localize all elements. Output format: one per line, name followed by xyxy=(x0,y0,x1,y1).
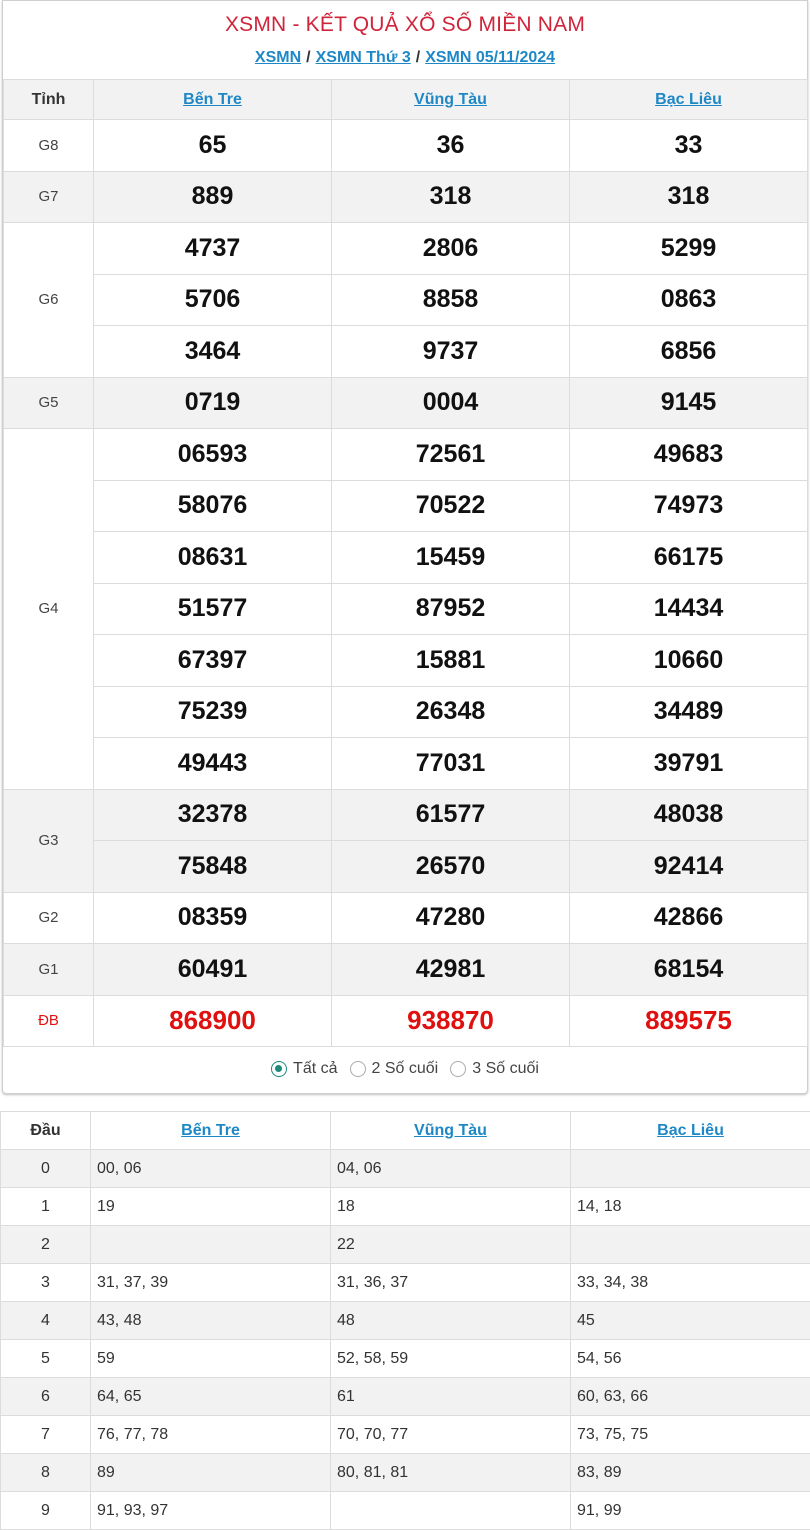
prize-number: 10660 xyxy=(570,635,808,687)
dau-digit: 7 xyxy=(1,1416,91,1454)
prize-row xyxy=(4,326,808,378)
loto-values: 59 xyxy=(91,1340,331,1378)
dau-digit: 5 xyxy=(1,1340,91,1378)
dau-digit: 6 xyxy=(1,1378,91,1416)
loto-values: 54, 56 xyxy=(571,1340,810,1378)
province-column-header: Tỉnh xyxy=(4,80,94,120)
prize-label: G5 xyxy=(4,377,94,429)
loto-row xyxy=(1,1492,810,1530)
loto-values: 64, 65 xyxy=(91,1378,331,1416)
loto-values: 91, 93, 97 xyxy=(91,1492,331,1530)
prize-number: 5706 xyxy=(94,274,332,326)
prize-row xyxy=(4,789,808,841)
loto-row xyxy=(1,1416,810,1454)
loto-values: 22 xyxy=(331,1226,571,1264)
prize-number: 0863 xyxy=(570,274,808,326)
prize-label: G2 xyxy=(4,892,94,944)
province-header-bac-lieu xyxy=(570,80,808,120)
results-panel xyxy=(2,0,808,1094)
prize-number: 68154 xyxy=(570,944,808,996)
prize-number: 938870 xyxy=(332,995,570,1047)
prize-number: 66175 xyxy=(570,532,808,584)
prize-row xyxy=(4,480,808,532)
prize-row xyxy=(4,377,808,429)
dau-column-header: Đầu xyxy=(1,1112,91,1150)
loto-values: 70, 70, 77 xyxy=(331,1416,571,1454)
loto-values: 31, 36, 37 xyxy=(331,1264,571,1302)
prize-number: 9737 xyxy=(332,326,570,378)
prize-number: 868900 xyxy=(94,995,332,1047)
prize-number: 92414 xyxy=(570,841,808,893)
results-header-row xyxy=(4,80,808,120)
loto-values: 43, 48 xyxy=(91,1302,331,1340)
loto-values xyxy=(571,1150,810,1188)
prize-number: 2806 xyxy=(332,223,570,275)
prize-row xyxy=(4,120,808,172)
prize-row xyxy=(4,583,808,635)
prize-number: 48038 xyxy=(570,789,808,841)
prize-number: 60491 xyxy=(94,944,332,996)
dau-digit: 8 xyxy=(1,1454,91,1492)
prize-number: 61577 xyxy=(332,789,570,841)
loto-values: 80, 81, 81 xyxy=(331,1454,571,1492)
results-table xyxy=(3,79,808,1047)
loto-values: 60, 63, 66 xyxy=(571,1378,810,1416)
loto-values: 04, 06 xyxy=(331,1150,571,1188)
prize-number: 32378 xyxy=(94,789,332,841)
prize-number: 26348 xyxy=(332,686,570,738)
prize-row xyxy=(4,429,808,481)
prize-number: 51577 xyxy=(94,583,332,635)
province-link[interactable]: Vũng Tàu xyxy=(414,1121,487,1139)
province-header-vung-tau xyxy=(332,80,570,120)
loto-row xyxy=(1,1226,810,1264)
prize-number: 4737 xyxy=(94,223,332,275)
prize-number: 77031 xyxy=(332,738,570,790)
prize-number: 49443 xyxy=(94,738,332,790)
province-link[interactable]: Bến Tre xyxy=(181,1121,240,1139)
loto-values: 48 xyxy=(331,1302,571,1340)
loto-values: 18 xyxy=(331,1188,571,1226)
dau-digit: 1 xyxy=(1,1188,91,1226)
prize-label: ĐB xyxy=(4,995,94,1047)
prize-number: 74973 xyxy=(570,480,808,532)
prize-row xyxy=(4,686,808,738)
loto-row xyxy=(1,1150,810,1188)
loto-values: 83, 89 xyxy=(571,1454,810,1492)
dau-digit: 4 xyxy=(1,1302,91,1340)
prize-number: 42981 xyxy=(332,944,570,996)
loto-values xyxy=(91,1226,331,1264)
province-link[interactable]: Bến Tre xyxy=(183,90,242,108)
prize-number: 0719 xyxy=(94,377,332,429)
loto-values: 00, 06 xyxy=(91,1150,331,1188)
prize-number: 15881 xyxy=(332,635,570,687)
loto-values: 89 xyxy=(91,1454,331,1492)
breadcrumb-xsmn-thu3[interactable]: XSMN Thứ 3 xyxy=(315,49,411,66)
prize-row xyxy=(4,995,808,1047)
loto-row xyxy=(1,1378,810,1416)
radio-button[interactable] xyxy=(271,1061,287,1077)
prize-number: 14434 xyxy=(570,583,808,635)
prize-number: 72561 xyxy=(332,429,570,481)
breadcrumb-separator: / xyxy=(306,49,311,66)
prize-number: 06593 xyxy=(94,429,332,481)
loto-row xyxy=(1,1454,810,1492)
dau-digit: 9 xyxy=(1,1492,91,1530)
prize-row xyxy=(4,532,808,584)
dau-digit: 3 xyxy=(1,1264,91,1302)
prize-number: 33 xyxy=(570,120,808,172)
prize-number: 58076 xyxy=(94,480,332,532)
province-link[interactable]: Bạc Liêu xyxy=(655,90,722,108)
prize-number: 6856 xyxy=(570,326,808,378)
prize-number: 5299 xyxy=(570,223,808,275)
filter-label: 2 Số cuối xyxy=(371,1060,439,1077)
loto-header-vung-tau xyxy=(331,1112,571,1150)
prize-number: 0004 xyxy=(332,377,570,429)
province-header-ben-tre xyxy=(94,80,332,120)
prize-label: G7 xyxy=(4,171,94,223)
prize-row xyxy=(4,892,808,944)
prize-row xyxy=(4,274,808,326)
loto-head-table xyxy=(0,1111,810,1530)
loto-values xyxy=(571,1226,810,1264)
prize-number: 75848 xyxy=(94,841,332,893)
breadcrumb-xsmn[interactable]: XSMN xyxy=(254,49,302,66)
prize-number: 3464 xyxy=(94,326,332,378)
province-link[interactable]: Vũng Tàu xyxy=(414,90,487,108)
prize-number: 8858 xyxy=(332,274,570,326)
filter-label: Tất cả xyxy=(293,1060,338,1077)
prize-number: 08359 xyxy=(94,892,332,944)
dau-digit: 2 xyxy=(1,1226,91,1264)
prize-number: 47280 xyxy=(332,892,570,944)
filter-option[interactable] xyxy=(350,1047,439,1091)
digit-filter xyxy=(3,1047,807,1091)
filter-label: 3 Số cuối xyxy=(472,1060,539,1077)
prize-number: 08631 xyxy=(94,532,332,584)
loto-values: 33, 34, 38 xyxy=(571,1264,810,1302)
loto-values: 45 xyxy=(571,1302,810,1340)
loto-row xyxy=(1,1188,810,1226)
radio-button[interactable] xyxy=(350,1061,366,1077)
prize-number: 9145 xyxy=(570,377,808,429)
prize-number: 42866 xyxy=(570,892,808,944)
prize-number: 65 xyxy=(94,120,332,172)
loto-header-row xyxy=(1,1112,810,1150)
loto-header-ben-tre xyxy=(91,1112,331,1150)
loto-values: 91, 99 xyxy=(571,1492,810,1530)
prize-number: 67397 xyxy=(94,635,332,687)
loto-values xyxy=(331,1492,571,1530)
breadcrumb-separator: / xyxy=(415,49,421,66)
prize-label: G3 xyxy=(4,789,94,892)
breadcrumb xyxy=(3,49,807,67)
province-link[interactable]: Bạc Liêu xyxy=(657,1121,724,1139)
prize-number: 318 xyxy=(332,171,570,223)
prize-number: 15459 xyxy=(332,532,570,584)
prize-row xyxy=(4,171,808,223)
prize-label: G4 xyxy=(4,429,94,790)
radio-button[interactable] xyxy=(450,1061,466,1077)
prize-number: 75239 xyxy=(94,686,332,738)
prize-label: G8 xyxy=(4,120,94,172)
prize-row xyxy=(4,223,808,275)
prize-number: 70522 xyxy=(332,480,570,532)
loto-values: 73, 75, 75 xyxy=(571,1416,810,1454)
prize-row xyxy=(4,841,808,893)
dau-digit: 0 xyxy=(1,1150,91,1188)
prize-number: 87952 xyxy=(332,583,570,635)
prize-label: G6 xyxy=(4,223,94,378)
prize-number: 889575 xyxy=(570,995,808,1047)
prize-number: 39791 xyxy=(570,738,808,790)
loto-header-bac-lieu xyxy=(571,1112,810,1150)
prize-number: 34489 xyxy=(570,686,808,738)
filter-option[interactable] xyxy=(271,1047,337,1091)
page-title: XSMN - KẾT QUẢ XỔ SỐ MIỀN NAM xyxy=(224,13,586,36)
prize-row xyxy=(4,635,808,687)
breadcrumb-xsmn-date[interactable]: XSMN 05/11/2024 xyxy=(425,49,556,66)
prize-row xyxy=(4,738,808,790)
loto-values: 61 xyxy=(331,1378,571,1416)
prize-number: 318 xyxy=(570,171,808,223)
loto-values: 19 xyxy=(91,1188,331,1226)
loto-values: 52, 58, 59 xyxy=(331,1340,571,1378)
loto-row xyxy=(1,1340,810,1378)
filter-option[interactable] xyxy=(450,1047,539,1091)
loto-values: 76, 77, 78 xyxy=(91,1416,331,1454)
prize-row xyxy=(4,944,808,996)
loto-row xyxy=(1,1264,810,1302)
loto-values: 31, 37, 39 xyxy=(91,1264,331,1302)
prize-label: G1 xyxy=(4,944,94,996)
prize-number: 36 xyxy=(332,120,570,172)
prize-number: 889 xyxy=(94,171,332,223)
loto-row xyxy=(1,1302,810,1340)
prize-number: 49683 xyxy=(570,429,808,481)
prize-number: 26570 xyxy=(332,841,570,893)
loto-values: 14, 18 xyxy=(571,1188,810,1226)
